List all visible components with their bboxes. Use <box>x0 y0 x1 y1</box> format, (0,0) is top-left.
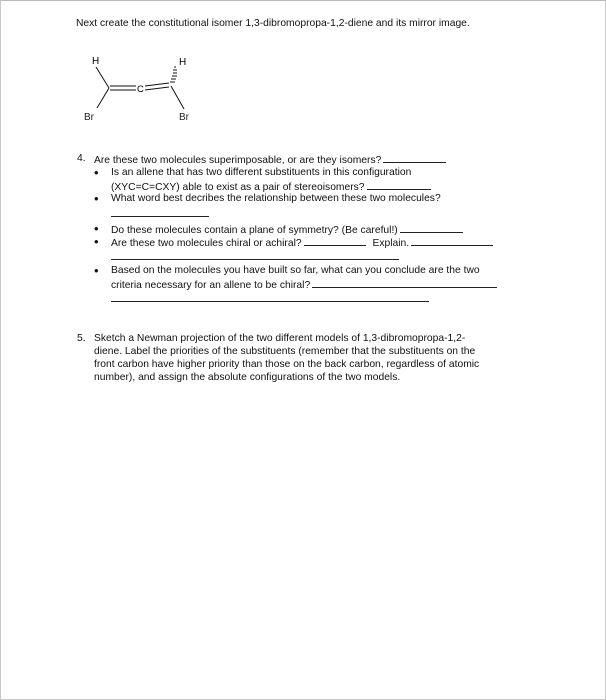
q4-b4-row: Are these two molecules chiral or achiral? Explain. <box>111 236 493 250</box>
atom-h-left: H <box>92 56 100 67</box>
q4-b4-explain-blank[interactable] <box>411 236 493 246</box>
q4-b1-answer-blank[interactable] <box>367 180 431 190</box>
q4-b3-row: Do these molecules contain a plane of symmetry? (Be careful!) <box>111 223 463 237</box>
bullet-dot: • <box>94 191 99 206</box>
bullet-dot: • <box>94 165 99 180</box>
double-bond-right-bottom <box>145 87 169 90</box>
q5-line1: Sketch a Newman projection of the two different models of 1,3-dibromopropa-1,2- <box>94 333 466 344</box>
bullet-dot: • <box>94 263 99 278</box>
atom-br-left: Br <box>84 112 94 123</box>
bullet-dot: • <box>94 234 99 249</box>
bond-br-left <box>97 88 109 108</box>
atom-central-carbon: C <box>137 84 144 95</box>
q5-line4: number), and assign the absolute configurations of the two models. <box>94 372 401 383</box>
atom-h-right: H <box>179 57 187 68</box>
q4-b2: What word best decribes the relationship between these two molecules? <box>111 193 441 204</box>
q5-line3: front carbon have higher priority than those on the back carbon, regardless of atomic <box>94 359 480 370</box>
q5-number: 5. <box>77 333 86 344</box>
q4-b5-line1: Based on the molecules you have built so far, what can you conclude are the two <box>111 265 480 276</box>
q4-b5-line2-row: criteria necessary for an allene to be chiral? <box>111 278 497 292</box>
intro-instruction: Next create the constitutional isomer 1,3-dibromopropa-1,2-diene and its mirror image. <box>76 18 470 29</box>
q4-answer-blank[interactable] <box>383 153 446 163</box>
bond-br-right <box>171 86 184 109</box>
q4-b5-answer-blank[interactable] <box>312 278 497 288</box>
q4-b4-answer-blank[interactable] <box>304 236 366 246</box>
allene-structure-drawing <box>81 53 211 123</box>
q4-b5-answer-line[interactable] <box>111 301 429 302</box>
q4-b1-line2-row: (XYC=C=CXY) able to exist as a pair of stereoisomers? <box>111 180 431 194</box>
q5-line2: diene. Label the priorities of the substituents (remember that the substituents on the <box>94 346 476 357</box>
q4-number: 4. <box>77 153 86 164</box>
q4-b1-line1: Is an allene that has two different substituents in this configuration <box>111 167 412 178</box>
double-bond-right-top <box>145 83 169 86</box>
atom-br-right: Br <box>179 112 189 123</box>
q4-b2-answer-line[interactable] <box>111 216 209 217</box>
bullet-dot: • <box>94 221 99 236</box>
q4-b3-answer-blank[interactable] <box>400 223 463 233</box>
q4-question: Are these two molecules superimposable, or are they isomers? <box>94 153 446 167</box>
q4-b4-answer-line[interactable] <box>111 259 399 260</box>
bond-h-left <box>96 67 109 88</box>
hashed-wedge-bond <box>170 67 177 82</box>
